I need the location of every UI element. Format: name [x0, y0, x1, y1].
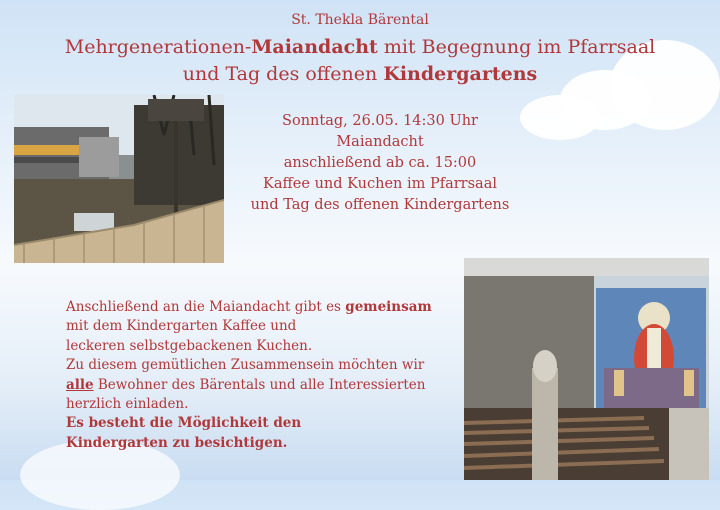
- invitation-line: Zu diesem gemütlichen Zusammensein möchten wir: [66, 357, 425, 374]
- underlined-text: alle: [66, 376, 94, 393]
- invitation-text-span: Anschließend an die Maiandacht gibt es: [66, 299, 346, 315]
- parish-name: St. Thekla Bärental: [291, 12, 429, 28]
- invitation-text: [66, 298, 466, 453]
- title-line-2: [0, 61, 720, 88]
- invitation-line: mit dem Kindergarten Kaffee und: [66, 318, 297, 335]
- closing-line: Kindergarten zu besichtigen.: [66, 434, 288, 451]
- title-highlight: Maiandacht: [251, 36, 378, 58]
- invitation-line: [66, 376, 466, 395]
- schedule-line: anschließend ab ca. 15:00: [283, 155, 477, 171]
- title-highlight: Kindergartens: [383, 63, 538, 85]
- kindergarten-photo: [14, 95, 224, 263]
- title-text: und Tag des offenen: [182, 63, 384, 85]
- cloud: [520, 95, 600, 140]
- invitation-text-span: Bewohner des Bärentals und alle Interessierten: [93, 376, 426, 393]
- schedule-line: Kaffee und Kuchen im Pfarrsaal: [263, 176, 497, 192]
- emphasis-text: gemeinsam: [345, 299, 432, 315]
- schedule-line: und Tag des offenen Kindergartens: [250, 197, 510, 213]
- kindergarten-photo-drawing: [14, 95, 224, 263]
- church-interior-photo: [464, 258, 709, 480]
- schedule-line: Maiandacht: [336, 134, 424, 150]
- title-text: mit Begegnung im Pfarrsaal: [377, 36, 656, 58]
- church-interior-drawing: [464, 258, 709, 480]
- title-line-1: [0, 34, 720, 61]
- schedule-date: Sonntag, 26.05. 14:30 Uhr: [282, 113, 478, 129]
- page-title: [0, 34, 720, 88]
- invitation-line: leckeren selbstgebackenen Kuchen.: [66, 337, 313, 354]
- invitation-line: herzlich einladen.: [66, 396, 189, 413]
- title-text: Mehrgenerationen-: [64, 36, 252, 58]
- closing-line: Es besteht die Möglichkeit den: [66, 415, 302, 432]
- schedule-block: [230, 111, 530, 216]
- invitation-line: [66, 298, 466, 317]
